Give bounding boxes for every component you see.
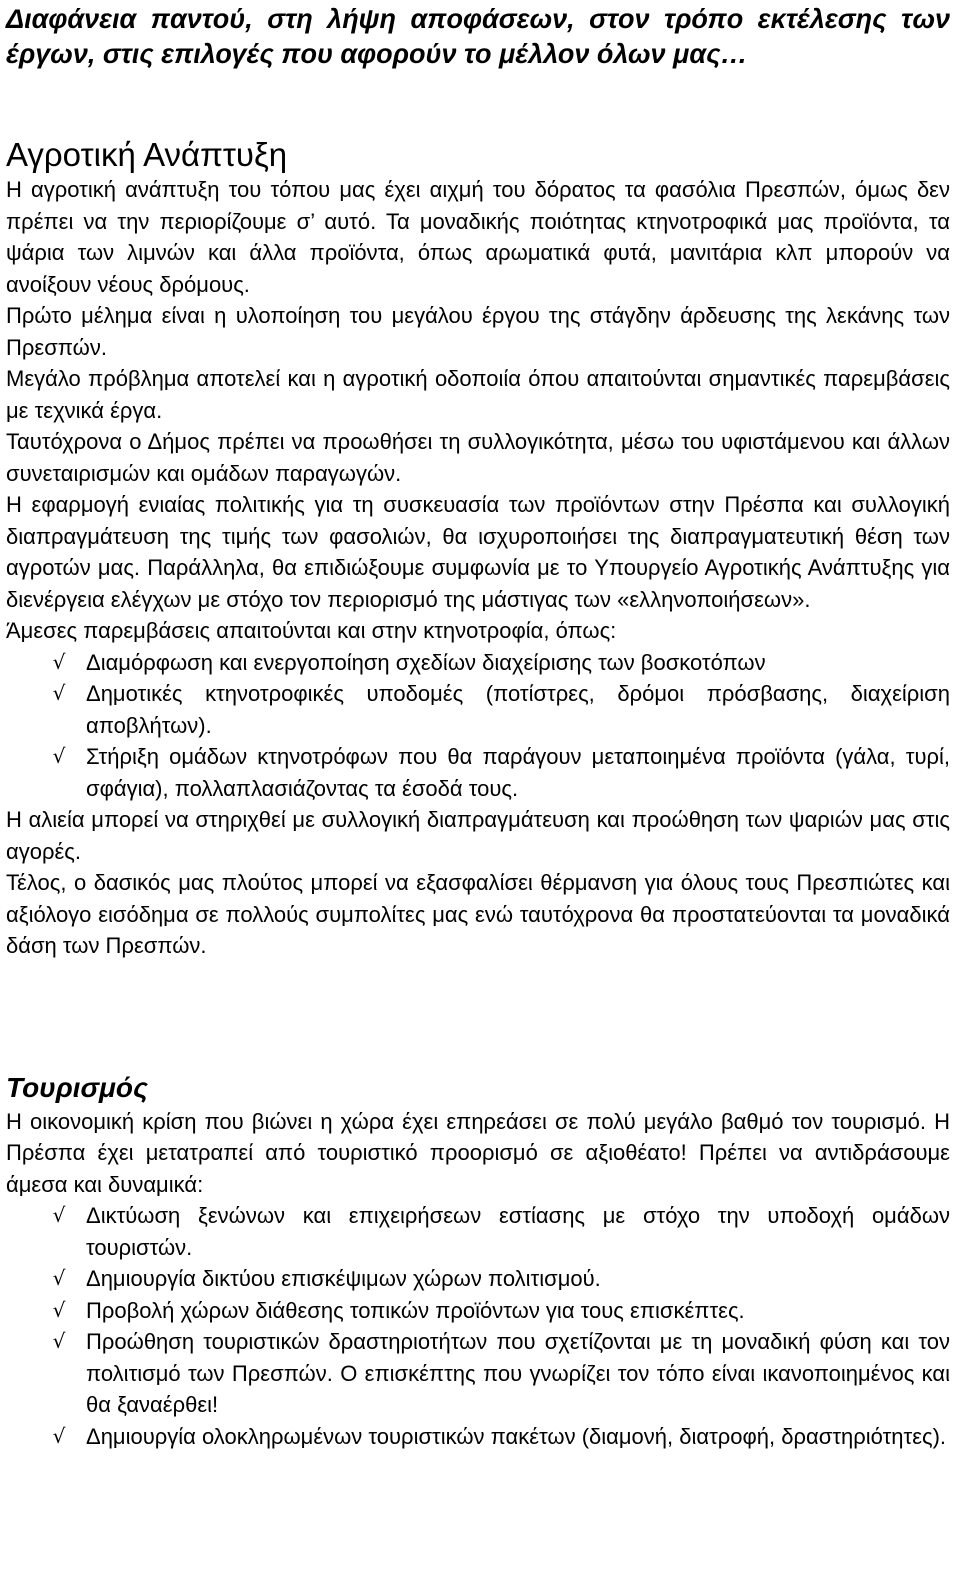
agri-paragraph-2: Πρώτο μέλημα είναι η υλοποίηση του μεγάλου έργου της στάγδην άρδευσης της λεκάνης των Πρεσπών. <box>6 303 950 360</box>
checkmark-icon: √ <box>52 1266 66 1290</box>
checkmark-icon: √ <box>52 1423 66 1448</box>
list-item-text: Δημιουργία δικτύου επισκέψιμων χώρων πολιτισμού. <box>86 1266 601 1291</box>
list-item <box>6 1263 950 1295</box>
checkmark-icon: √ <box>52 744 66 768</box>
list-item-text: Προβολή χώρων διάθεσης τοπικών προϊόντων για τους επισκέπτες. <box>86 1297 745 1323</box>
agri-paragraph-3: Μεγάλο πρόβλημα αποτελεί και η αγροτική οδοποιία όπου απαιτούνται σημαντικές παρεμβάσεις με τεχνικά έργα. <box>6 366 950 423</box>
list-item-text: Προώθηση τουριστικών δραστηριοτήτων που σχετίζονται με τη μοναδική φύση και τον πολιτισμό των Πρεσπών. Ο επισκέπτης που γνωρίζει τον τόπο είναι ικανοποιημένος και θα ξαναέρθει! <box>86 1329 950 1417</box>
agri-paragraph-6: Άμεσες παρεμβάσεις απαιτούνται και στην κτηνοτροφία, όπως: <box>6 618 617 643</box>
agri-closing-2: Τέλος, ο δασικός μας πλούτος μπορεί να εξασφαλίσει θέρμανση για όλους τους Πρεσπιώτες και αξιόλογο εισόδημα σε πολλούς συμπολίτες μας ενώ ταυτόχρονα θα προστατεύονται τα μοναδικά δάση των Πρεσπών. <box>6 870 950 958</box>
list-item-text: Δημοτικές κτηνοτροφικές υποδομές (ποτίστρες, δρόμοι πρόσβασης, διαχείριση αποβλήτων). <box>86 681 950 738</box>
section-title-agriculture: Αγροτική Ανάπτυξη <box>6 136 288 173</box>
section-spacer <box>6 962 950 1070</box>
checkmark-icon: √ <box>52 681 66 705</box>
agri-paragraph-1: Η αγροτική ανάπτυξη του τόπου μας έχει αιχμή του δόρατος τα φασόλια Πρεσπών, όμως δεν πρέπει να την περιορίζουμε σ’ αυτό. Τα μοναδικής ποιότητας κτηνοτροφικά μας προϊόντα, τα ψάρια των λιμνών και άλλα προϊόντα, όπως αρωματικά φυτά, μανιτάρια κλπ μπορούν να ανοίξουν νέους δρόμους. <box>6 177 950 297</box>
list-item <box>6 1421 950 1453</box>
checkmark-icon: √ <box>52 1329 66 1353</box>
list-item-text: Δημιουργία ολοκληρωμένων τουριστικών πακέτων (διαμονή, διατροφή, δραστηριότητες). <box>86 1423 947 1449</box>
list-item <box>6 1326 950 1421</box>
list-item <box>6 678 950 741</box>
document-page <box>6 0 950 1452</box>
list-item-text: Δικτύωση ξενώνων και επιχειρήσεων εστίασης με στόχο την υποδοχή ομάδων τουριστών. <box>86 1203 950 1260</box>
checkmark-icon: √ <box>52 1203 66 1227</box>
checkmark-icon: √ <box>52 649 66 674</box>
agri-paragraph-5: Η εφαρμογή ενιαίας πολιτικής για τη συσκευασία των προϊόντων στην Πρέσπα και συλλογική διαπραγμάτευση της τιμής των φασολιών, θα ισχυροποιήσει της διαπραγματευτική θέση των αγροτών μας. Παράλληλα, θα επιδιώξουμε συμφωνία με το Υπουργείο Αγροτικής Ανάπτυξης για διενέργεια ελέγχων με στόχο τον περιορισμό της μάστιγας των «ελληνοποιήσεων». <box>6 492 950 612</box>
list-item-text: Στήριξη ομάδων κτηνοτρόφων που θα παράγουν μεταποιημένα προϊόντα (γάλα, τυρί, σφάγια), πολλαπλασιάζοντας τα έσοδά τους. <box>86 744 950 801</box>
checkmark-icon: √ <box>52 1297 66 1322</box>
intro-statement: Διαφάνεια παντού, στη λήψη αποφάσεων, στον τρόπο εκτέλεσης των έργων, στις επιλογές που αφορούν το μέλλον όλων μας… <box>6 4 950 69</box>
tourism-paragraph: Η οικονομική κρίση που βιώνει η χώρα έχει επηρεάσει σε πολύ μεγάλο βαθμό τον τουρισμό. Η Πρέσπα έχει μετατραπεί από τουριστικό προορισμό σε αξιοθέατο! Πρέπει να αντιδράσουμε άμεσα και δυναμικά: <box>6 1108 950 1197</box>
list-item <box>6 647 950 679</box>
agri-paragraph-4: Ταυτόχρονα ο Δήμος πρέπει να προωθήσει τη συλλογικότητα, μέσω του υφιστάμενου και άλλων συνεταιρισμών και ομάδων παραγωγών. <box>6 429 950 486</box>
list-item-text: Διαμόρφωση και ενεργοποίηση σχεδίων διαχείρισης των βοσκοτόπων <box>86 649 766 675</box>
tourism-bullet-list <box>6 1200 950 1452</box>
agri-bullet-list <box>6 647 950 805</box>
list-item <box>6 741 950 804</box>
agri-closing-1: Η αλιεία μπορεί να στηριχθεί με συλλογική διαπραγμάτευση και προώθηση των ψαριών μας στις αγορές. <box>6 807 950 864</box>
section-title-tourism: Τουρισμός <box>6 1071 148 1103</box>
list-item <box>6 1200 950 1263</box>
list-item <box>6 1295 950 1327</box>
